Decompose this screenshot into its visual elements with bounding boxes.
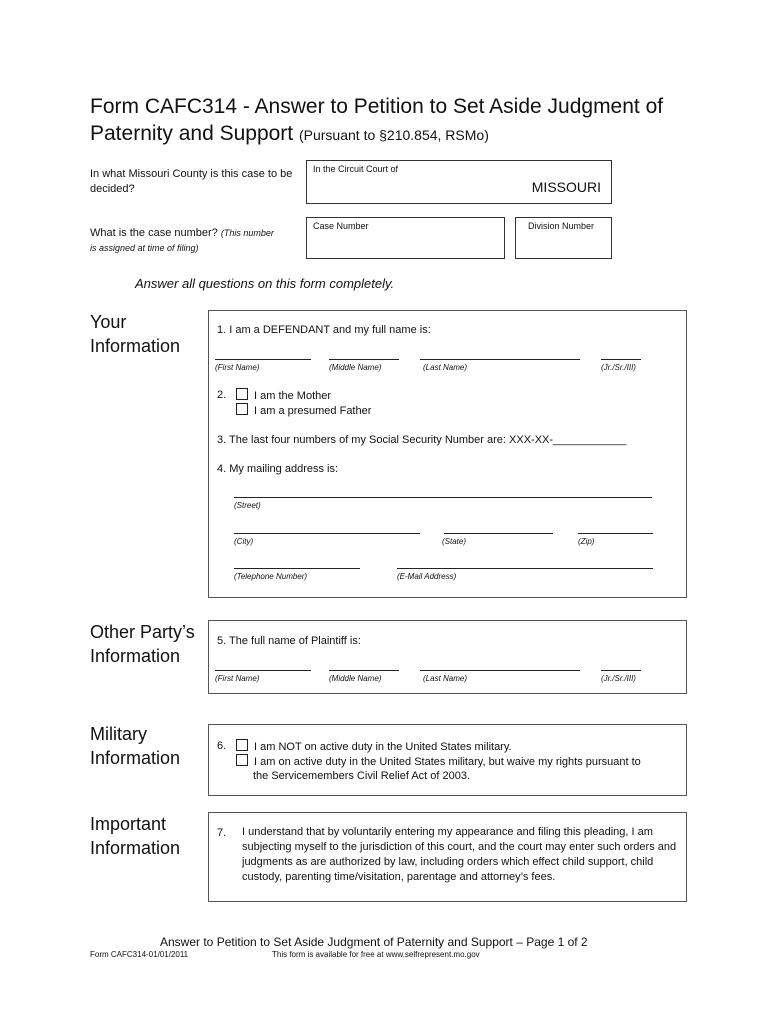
footer-free-notice: This form is available for free at www.selfrepresent.mo.gov (272, 950, 480, 959)
section-your-title-1: Your (90, 312, 127, 332)
form-title-statute: (Pursuant to §210.854, RSMo) (298, 127, 489, 143)
question-5: 5. The full name of Plaintiff is: (217, 635, 361, 647)
email-caption: (E-Mail Address) (397, 572, 457, 581)
case-number-field[interactable] (306, 217, 505, 259)
plaintiff-suffix-caption: (Jr./Sr./III) (601, 674, 636, 683)
mother-option-label: I am the Mother (254, 390, 332, 402)
city-line[interactable] (234, 533, 420, 534)
plaintiff-suffix-line[interactable] (601, 670, 641, 671)
question-6-number: 6. (217, 740, 227, 752)
mother-option[interactable] (236, 388, 331, 403)
section-other-title-1: Other Party’s (90, 622, 195, 642)
first-name-line[interactable] (215, 359, 311, 360)
not-active-duty-option[interactable] (236, 739, 512, 754)
plaintiff-first-name-line[interactable] (215, 670, 311, 671)
suffix-line[interactable] (601, 359, 641, 360)
division-number-label: Division Number (528, 221, 595, 231)
plaintiff-middle-name-line[interactable] (329, 670, 399, 671)
case-number-question (90, 226, 305, 256)
first-name-caption: (First Name) (215, 363, 260, 372)
county-question: In what Missouri County is this case to be decided? (90, 168, 293, 195)
telephone-caption: (Telephone Number) (234, 572, 308, 581)
state-line[interactable] (444, 533, 553, 534)
circuit-court-label: In the Circuit Court of (313, 164, 399, 174)
active-duty-checkbox[interactable] (236, 754, 248, 766)
section-military-title-1: Military (90, 724, 147, 744)
state-caption: (State) (442, 537, 467, 546)
question-7-number: 7. (217, 827, 227, 839)
middle-name-caption: (Middle Name) (329, 363, 382, 372)
state-name: MISSOURI (531, 179, 601, 195)
plaintiff-last-name-line[interactable] (420, 670, 580, 671)
section-important-title-1: Important (90, 814, 167, 834)
section-military-information (90, 722, 180, 770)
last-name-line[interactable] (420, 359, 580, 360)
other-party-panel (208, 620, 687, 694)
plaintiff-last-name-caption: (Last Name) (423, 674, 468, 683)
footer-form-id: Form CAFC314-01/01/2011 (90, 950, 189, 959)
case-number-question-text: What is the case number? (90, 227, 218, 239)
zip-line[interactable] (578, 533, 653, 534)
street-caption: (Street) (234, 501, 261, 510)
not-active-duty-label: I am NOT on active duty in the United States military. (254, 741, 512, 753)
question-2-number: 2. (217, 389, 227, 401)
section-important-title-2: Information (90, 838, 181, 858)
street-line[interactable] (234, 497, 652, 498)
instruction-text: Answer all questions on this form completely. (135, 276, 395, 291)
last-name-caption: (Last Name) (423, 363, 468, 372)
father-option[interactable] (236, 403, 371, 418)
military-panel (208, 724, 687, 796)
circuit-court-box[interactable] (306, 160, 612, 204)
section-other-party-information (90, 620, 195, 668)
active-duty-label: I am on active duty in the United States military, but waive my rights pursuant to (254, 756, 641, 768)
active-duty-option[interactable] (236, 754, 641, 769)
suffix-caption: (Jr./Sr./III) (601, 363, 636, 372)
question-1: 1. I am a DEFENDANT and my full name is: (217, 324, 431, 336)
zip-caption: (Zip) (578, 537, 595, 546)
plaintiff-first-name-caption: (First Name) (215, 674, 260, 683)
email-line[interactable] (397, 568, 653, 569)
form-title-line2 (90, 121, 489, 148)
plaintiff-middle-name-caption: (Middle Name) (329, 674, 382, 683)
section-military-title-2: Information (90, 748, 181, 768)
father-option-label: I am a presumed Father (254, 405, 372, 417)
division-number-field[interactable] (515, 217, 612, 259)
middle-name-line[interactable] (329, 359, 399, 360)
active-duty-label-cont: the Servicemembers Civil Relief Act of 2003. (253, 770, 471, 782)
footer-page-title: Answer to Petition to Set Aside Judgment of Paternity and Support – Page 1 of 2 (160, 935, 588, 949)
form-title-main: Paternity and Support (90, 122, 294, 145)
city-caption: (City) (234, 537, 254, 546)
important-panel (208, 812, 687, 902)
not-active-duty-checkbox[interactable] (236, 739, 248, 751)
section-your-title-2: Information (90, 336, 181, 356)
telephone-line[interactable] (234, 568, 360, 569)
section-your-information (90, 310, 180, 358)
question-4: 4. My mailing address is: (217, 463, 339, 475)
question-3-ssn: 3. The last four numbers of my Social Security Number are: XXX-XX-____________ (217, 434, 627, 446)
case-number-label: Case Number (313, 221, 369, 231)
section-important-information (90, 812, 180, 860)
mother-checkbox[interactable] (236, 388, 248, 400)
your-information-panel (208, 310, 687, 598)
case-number-note-a: (This number (220, 228, 274, 238)
jurisdiction-statement: I understand that by voluntarily entering my appearance and filing this pleading, I am subjecting myself to the jurisdiction of this court, and the court may enter such orders and judgments as are authorized by law, including orders which effect child support, child custody, parenting time/visitation, parentage and attorney’s fees. (242, 826, 677, 883)
section-other-title-2: Information (90, 646, 181, 666)
case-number-note-b: is assigned at time of filing) (90, 243, 199, 253)
father-checkbox[interactable] (236, 403, 248, 415)
form-title-line1: Form CAFC314 - Answer to Petition to Set Aside Judgment of (90, 95, 664, 118)
